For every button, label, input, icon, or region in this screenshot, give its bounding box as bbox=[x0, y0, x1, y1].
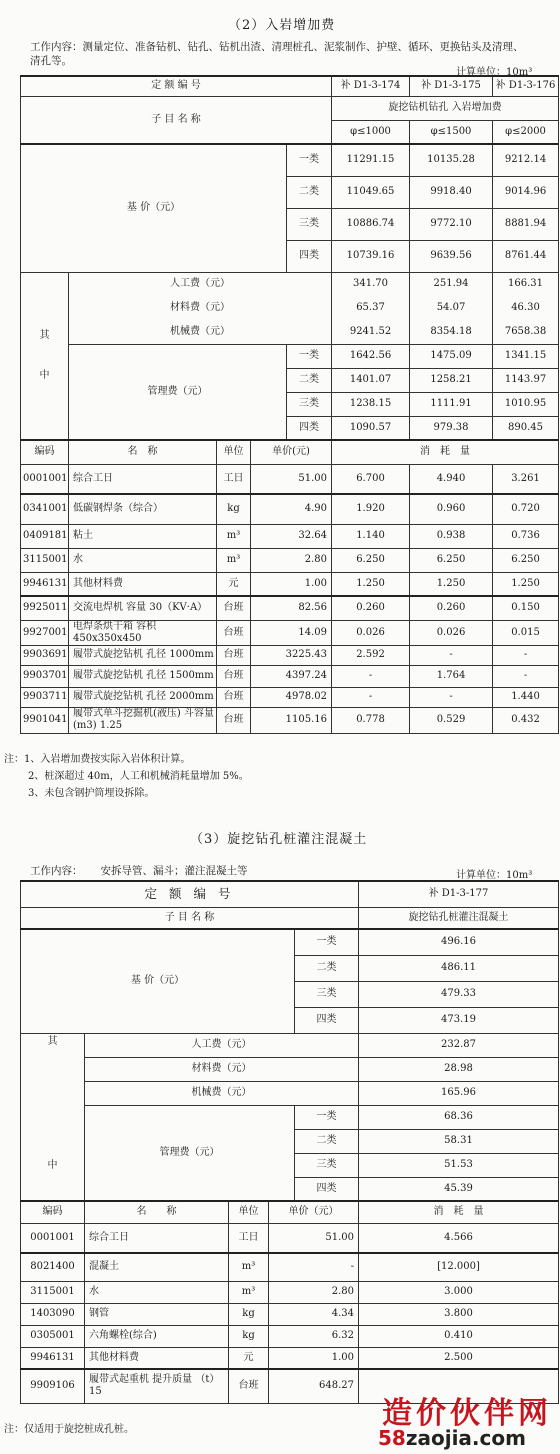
value-cell: 1143.97 bbox=[493, 368, 559, 392]
watermark-url-number: 58 bbox=[378, 1426, 406, 1450]
row-price: 648.27 bbox=[269, 1369, 359, 1403]
row-price: 4.34 bbox=[269, 1303, 359, 1325]
section1-unit: 计算单位：10m³ bbox=[456, 67, 533, 78]
work-label: 工作内容： bbox=[30, 41, 83, 53]
base-price-label: 基 价（元） bbox=[21, 929, 295, 1033]
table-row bbox=[21, 665, 559, 687]
material-cost-label: 材料费（元） bbox=[69, 296, 332, 320]
row-code: 9909106 bbox=[21, 1369, 85, 1403]
row-code: 1403090 bbox=[21, 1303, 85, 1325]
row-unit: 工日 bbox=[217, 464, 251, 494]
row-price: 51.00 bbox=[251, 464, 332, 494]
row-price: 1.00 bbox=[251, 572, 332, 596]
value-cell: 232.87 bbox=[359, 1033, 559, 1057]
value-cell: 479.33 bbox=[359, 981, 559, 1007]
row-unit: m³ bbox=[229, 1281, 269, 1303]
management-fee-label: 管理费（元） bbox=[69, 344, 287, 440]
diameter-2: φ≤1500 bbox=[410, 120, 493, 144]
value-cell: 979.38 bbox=[410, 416, 493, 440]
table-row bbox=[21, 1325, 559, 1347]
row-qty: 6.700 bbox=[332, 464, 410, 494]
class-label: 三类 bbox=[287, 392, 332, 416]
value-cell: 9918.40 bbox=[410, 176, 493, 208]
value-cell: 166.31 bbox=[493, 272, 559, 296]
work-text: 安拆导管、漏斗；灌注混凝土等 bbox=[100, 865, 248, 877]
row-qty: 1.764 bbox=[410, 665, 493, 687]
management-fee-label: 管理费（元） bbox=[85, 1105, 295, 1201]
col-consumption: 消 耗 量 bbox=[359, 1201, 559, 1223]
row-price: 6.32 bbox=[269, 1325, 359, 1347]
quota-number-label: 定 额 编 号 bbox=[21, 76, 332, 96]
value-cell: 9772.10 bbox=[410, 208, 493, 240]
table-row bbox=[21, 1253, 559, 1281]
row-name: 水 bbox=[85, 1281, 229, 1303]
row-code: 9946131 bbox=[21, 572, 69, 596]
row-code: 9903691 bbox=[21, 645, 69, 665]
of-which-label bbox=[21, 1033, 85, 1201]
value-cell: 1111.91 bbox=[410, 392, 493, 416]
value-cell: 1341.15 bbox=[493, 344, 559, 368]
row-price: 1.00 bbox=[269, 1347, 359, 1369]
section1-quota-table bbox=[20, 75, 559, 734]
row-qty: 6.250 bbox=[332, 548, 410, 572]
value-cell: 1642.56 bbox=[332, 344, 410, 368]
zhong-char: 中 bbox=[39, 369, 50, 381]
col-name: 名 称 bbox=[85, 1201, 229, 1223]
value-cell: 486.11 bbox=[359, 955, 559, 981]
value-cell: 341.70 bbox=[332, 272, 410, 296]
row-unit: 元 bbox=[217, 572, 251, 596]
row-unit: m³ bbox=[229, 1253, 269, 1281]
row-qty: 4.940 bbox=[410, 464, 493, 494]
row-qty: 0.960 bbox=[410, 494, 493, 524]
value-cell: 9014.96 bbox=[493, 176, 559, 208]
row-name: 钢管 bbox=[85, 1303, 229, 1325]
table-row bbox=[21, 645, 559, 665]
table-row bbox=[21, 687, 559, 707]
class-label: 一类 bbox=[295, 929, 359, 955]
table-row bbox=[21, 1347, 559, 1369]
class-label: 二类 bbox=[287, 176, 332, 208]
row-qty: 3.261 bbox=[493, 464, 559, 494]
value-cell: 10739.16 bbox=[332, 240, 410, 272]
row-unit: 台班 bbox=[217, 665, 251, 687]
row-name: 水 bbox=[69, 548, 217, 572]
table-row bbox=[21, 620, 559, 645]
row-qty: - bbox=[410, 645, 493, 665]
item-name-label: 子 目 名 称 bbox=[21, 907, 359, 929]
row-code: 0341001 bbox=[21, 494, 69, 524]
value-cell: 1090.57 bbox=[332, 416, 410, 440]
row-qty: 2.500 bbox=[359, 1347, 559, 1369]
value-cell: 9241.52 bbox=[332, 320, 410, 344]
row-unit: kg bbox=[217, 494, 251, 524]
note-line: 注：1、入岩增加费按实际入岩体积计算。 bbox=[4, 754, 191, 765]
value-cell: 51.53 bbox=[359, 1153, 559, 1177]
class-label: 二类 bbox=[295, 955, 359, 981]
machine-cost-label: 机械费（元） bbox=[85, 1081, 359, 1105]
work-label: 工作内容： bbox=[30, 865, 83, 877]
col-consumption: 消 耗 量 bbox=[332, 440, 559, 464]
class-label: 三类 bbox=[295, 981, 359, 1007]
diameter-3: φ≤2000 bbox=[493, 120, 559, 144]
row-qty: 0.026 bbox=[410, 620, 493, 645]
work-text: 测量定位、准备钻机、钻孔、钻机出渣、清理桩孔、泥浆制作、护壁、循环、更换钻头及清理、清孔等。 bbox=[30, 41, 524, 67]
watermark-url-domain: zaojia.com bbox=[405, 1426, 526, 1450]
row-price: 3225.43 bbox=[251, 645, 332, 665]
row-qty: 1.440 bbox=[493, 687, 559, 707]
value-cell: 1238.15 bbox=[332, 392, 410, 416]
row-unit: 台班 bbox=[217, 687, 251, 707]
row-qty: 0.260 bbox=[332, 596, 410, 620]
row-unit: 元 bbox=[229, 1347, 269, 1369]
row-code: 9925011 bbox=[21, 596, 69, 620]
watermark-logo-text: 造价伙伴网 bbox=[382, 1396, 552, 1431]
row-unit: 工日 bbox=[229, 1223, 269, 1253]
value-cell: 7658.38 bbox=[493, 320, 559, 344]
row-code: 3115001 bbox=[21, 548, 69, 572]
row-unit: 台班 bbox=[217, 645, 251, 665]
quota-number-label: 定 额 编 号 bbox=[21, 881, 359, 907]
row-qty: 0.778 bbox=[332, 707, 410, 733]
row-qty: 2.592 bbox=[332, 645, 410, 665]
class-label: 二类 bbox=[295, 1129, 359, 1153]
note-line: 2、桩深超过 40m，人工和机械消耗量增加 5%。 bbox=[28, 771, 249, 782]
machine-cost-label: 机械费（元） bbox=[69, 320, 332, 344]
row-qty: 0.150 bbox=[493, 596, 559, 620]
value-cell: 28.98 bbox=[359, 1057, 559, 1081]
row-price: 82.56 bbox=[251, 596, 332, 620]
value-cell: 496.16 bbox=[359, 929, 559, 955]
row-qty: 0.736 bbox=[493, 524, 559, 548]
row-name: 粘土 bbox=[69, 524, 217, 548]
class-label: 一类 bbox=[295, 1105, 359, 1129]
value-cell: 54.07 bbox=[410, 296, 493, 320]
row-name: 其他材料费 bbox=[69, 572, 217, 596]
class-label: 一类 bbox=[287, 344, 332, 368]
watermark-url bbox=[378, 1426, 526, 1450]
section2-work-content bbox=[30, 864, 248, 878]
value-cell: 890.45 bbox=[493, 416, 559, 440]
section1-title: （2）入岩增加费 bbox=[228, 18, 336, 33]
row-name: 低碳钢焊条（综合） bbox=[69, 494, 217, 524]
row-name: 电焊条烘干箱 容积 450x350x450 bbox=[69, 620, 217, 645]
row-price: 4397.24 bbox=[251, 665, 332, 687]
row-code: 9903701 bbox=[21, 665, 69, 687]
row-price: 2.80 bbox=[269, 1281, 359, 1303]
col-name: 名 称 bbox=[69, 440, 217, 464]
row-code: 0305001 bbox=[21, 1325, 85, 1347]
section1-material-rows bbox=[21, 494, 559, 596]
row-qty: 4.566 bbox=[359, 1223, 559, 1253]
table-row bbox=[21, 524, 559, 548]
section2-unit: 计算单位：10m³ bbox=[456, 870, 533, 881]
row-price: 51.00 bbox=[269, 1223, 359, 1253]
value-cell: 251.94 bbox=[410, 272, 493, 296]
table-row bbox=[21, 494, 559, 524]
section2-note: 注：仅适用于旋挖桩成孔桩。 bbox=[4, 1424, 134, 1435]
row-code: 9927001 bbox=[21, 620, 69, 645]
row-qty: 1.250 bbox=[410, 572, 493, 596]
labor-cost-label: 人工费（元） bbox=[85, 1033, 359, 1057]
quota-code-1: 补 D1-3-174 bbox=[332, 76, 410, 96]
qi-char: 其 bbox=[39, 329, 50, 341]
row-unit: kg bbox=[229, 1303, 269, 1325]
row-price: 32.64 bbox=[251, 524, 332, 548]
row-qty: 6.250 bbox=[493, 548, 559, 572]
row-name: 履带式旋挖钻机 孔径 1500mm bbox=[69, 665, 217, 687]
row-qty: 6.250 bbox=[410, 548, 493, 572]
value-cell: 10886.74 bbox=[332, 208, 410, 240]
table-row bbox=[21, 548, 559, 572]
value-cell: 8354.18 bbox=[410, 320, 493, 344]
value-cell: 8761.44 bbox=[493, 240, 559, 272]
value-cell: 11291.15 bbox=[332, 144, 410, 176]
row-name: 交流电焊机 容量 30（KV·A） bbox=[69, 596, 217, 620]
row-qty: 0.026 bbox=[332, 620, 410, 645]
class-label: 四类 bbox=[287, 416, 332, 440]
value-cell: 65.37 bbox=[332, 296, 410, 320]
section1-notes bbox=[4, 751, 249, 802]
value-cell: 165.96 bbox=[359, 1081, 559, 1105]
row-qty: - bbox=[332, 687, 410, 707]
class-label: 四类 bbox=[295, 1007, 359, 1033]
col-price: 单价（元） bbox=[269, 1201, 359, 1223]
row-qty: 1.920 bbox=[332, 494, 410, 524]
row-unit: 台班 bbox=[217, 596, 251, 620]
row-qty: - bbox=[410, 687, 493, 707]
item-name: 旋挖钻孔桩灌注混凝土 bbox=[359, 907, 559, 929]
row-unit: m³ bbox=[217, 548, 251, 572]
note-line: 3、未包含钢护筒埋设拆除。 bbox=[28, 788, 155, 799]
row-name: 综合工日 bbox=[69, 464, 217, 494]
row-code: 0001001 bbox=[21, 1223, 85, 1253]
row-name: 其他材料费 bbox=[85, 1347, 229, 1369]
section1-machine-rows bbox=[21, 596, 559, 733]
class-label: 三类 bbox=[295, 1153, 359, 1177]
col-unit: 单位 bbox=[229, 1201, 269, 1223]
row-name: 六角螺栓(综合) bbox=[85, 1325, 229, 1347]
value-cell: 1258.21 bbox=[410, 368, 493, 392]
class-label: 四类 bbox=[287, 240, 332, 272]
section1-work-content bbox=[30, 40, 530, 68]
row-unit: 台班 bbox=[229, 1369, 269, 1403]
row-name: 履带式单斗挖掘机(液压) 斗容量 (m3) 1.25 bbox=[69, 707, 217, 733]
class-label: 一类 bbox=[287, 144, 332, 176]
row-price: 2.80 bbox=[251, 548, 332, 572]
value-cell: 1475.09 bbox=[410, 344, 493, 368]
row-qty: 1.250 bbox=[493, 572, 559, 596]
value-cell: 8881.94 bbox=[493, 208, 559, 240]
qi-char: 其 bbox=[47, 1035, 58, 1047]
section2-title: （3）旋挖钻孔桩灌注混凝土 bbox=[190, 832, 368, 847]
col-code: 编码 bbox=[21, 440, 69, 464]
item-name-label: 子 目 名 称 bbox=[21, 96, 332, 144]
row-code: 9901041 bbox=[21, 707, 69, 733]
value-cell: 9212.14 bbox=[493, 144, 559, 176]
row-code: 9946131 bbox=[21, 1347, 85, 1369]
section2-quota-table bbox=[20, 880, 559, 1404]
row-qty: 3.000 bbox=[359, 1281, 559, 1303]
value-cell: 1401.07 bbox=[332, 368, 410, 392]
value-cell: 9639.56 bbox=[410, 240, 493, 272]
value-cell: 11049.65 bbox=[332, 176, 410, 208]
row-qty: 0.529 bbox=[410, 707, 493, 733]
row-qty: 0.015 bbox=[493, 620, 559, 645]
row-unit: 台班 bbox=[217, 707, 251, 733]
row-qty: 0.432 bbox=[493, 707, 559, 733]
zhong-char: 中 bbox=[47, 1159, 58, 1171]
row-qty: 3.800 bbox=[359, 1303, 559, 1325]
row-name: 混凝土 bbox=[85, 1253, 229, 1281]
row-qty: 0.938 bbox=[410, 524, 493, 548]
row-price: 4978.02 bbox=[251, 687, 332, 707]
row-qty: - bbox=[493, 665, 559, 687]
section2-material-rows bbox=[21, 1253, 559, 1369]
row-code: 0409181 bbox=[21, 524, 69, 548]
row-name: 综合工日 bbox=[85, 1223, 229, 1253]
value-cell: 58.31 bbox=[359, 1129, 559, 1153]
table-row bbox=[21, 596, 559, 620]
table-row bbox=[21, 1303, 559, 1325]
value-cell: 45.39 bbox=[359, 1177, 559, 1201]
row-qty: 0.720 bbox=[493, 494, 559, 524]
row-price: 1105.16 bbox=[251, 707, 332, 733]
class-label: 四类 bbox=[295, 1177, 359, 1201]
row-code: 8021400 bbox=[21, 1253, 85, 1281]
quota-code-2: 补 D1-3-175 bbox=[410, 76, 493, 96]
col-unit: 单位 bbox=[217, 440, 251, 464]
row-qty: 0.410 bbox=[359, 1325, 559, 1347]
value-cell: 46.30 bbox=[493, 296, 559, 320]
material-cost-label: 材料费（元） bbox=[85, 1057, 359, 1081]
item-name: 旋挖钻机钻孔 入岩增加费 bbox=[332, 96, 559, 120]
col-code: 编码 bbox=[21, 1201, 85, 1223]
value-cell: 473.19 bbox=[359, 1007, 559, 1033]
row-code: 9903711 bbox=[21, 687, 69, 707]
row-name: 履带式起重机 提升质量 （t）15 bbox=[85, 1369, 229, 1403]
row-name: 履带式旋挖钻机 孔径 1000mm bbox=[69, 645, 217, 665]
row-price: - bbox=[269, 1253, 359, 1281]
row-unit: 台班 bbox=[217, 620, 251, 645]
row-qty: 1.140 bbox=[332, 524, 410, 548]
row-price: 4.90 bbox=[251, 494, 332, 524]
base-price-label: 基 价（元） bbox=[21, 144, 287, 272]
quota-code: 补 D1-3-177 bbox=[359, 881, 559, 907]
row-name: 履带式旋挖钻机 孔径 2000mm bbox=[69, 687, 217, 707]
row-unit: kg bbox=[229, 1325, 269, 1347]
quota-code-3: 补 D1-3-176 bbox=[493, 76, 559, 96]
class-label: 三类 bbox=[287, 208, 332, 240]
of-which-label bbox=[21, 272, 69, 440]
row-price: 14.09 bbox=[251, 620, 332, 645]
value-cell: 68.36 bbox=[359, 1105, 559, 1129]
row-code: 3115001 bbox=[21, 1281, 85, 1303]
value-cell: 1010.95 bbox=[493, 392, 559, 416]
table-row bbox=[21, 572, 559, 596]
value-cell: 10135.28 bbox=[410, 144, 493, 176]
table-row bbox=[21, 1281, 559, 1303]
row-qty: [12.000] bbox=[359, 1253, 559, 1281]
row-qty: 0.260 bbox=[410, 596, 493, 620]
row-qty: 1.250 bbox=[332, 572, 410, 596]
row-qty: - bbox=[493, 645, 559, 665]
row-code: 0001001 bbox=[21, 464, 69, 494]
row-unit: m³ bbox=[217, 524, 251, 548]
diameter-1: φ≤1000 bbox=[332, 120, 410, 144]
class-label: 二类 bbox=[287, 368, 332, 392]
labor-cost-label: 人工费（元） bbox=[69, 272, 332, 296]
col-price: 单价(元) bbox=[251, 440, 332, 464]
row-qty: - bbox=[332, 665, 410, 687]
table-row bbox=[21, 707, 559, 733]
